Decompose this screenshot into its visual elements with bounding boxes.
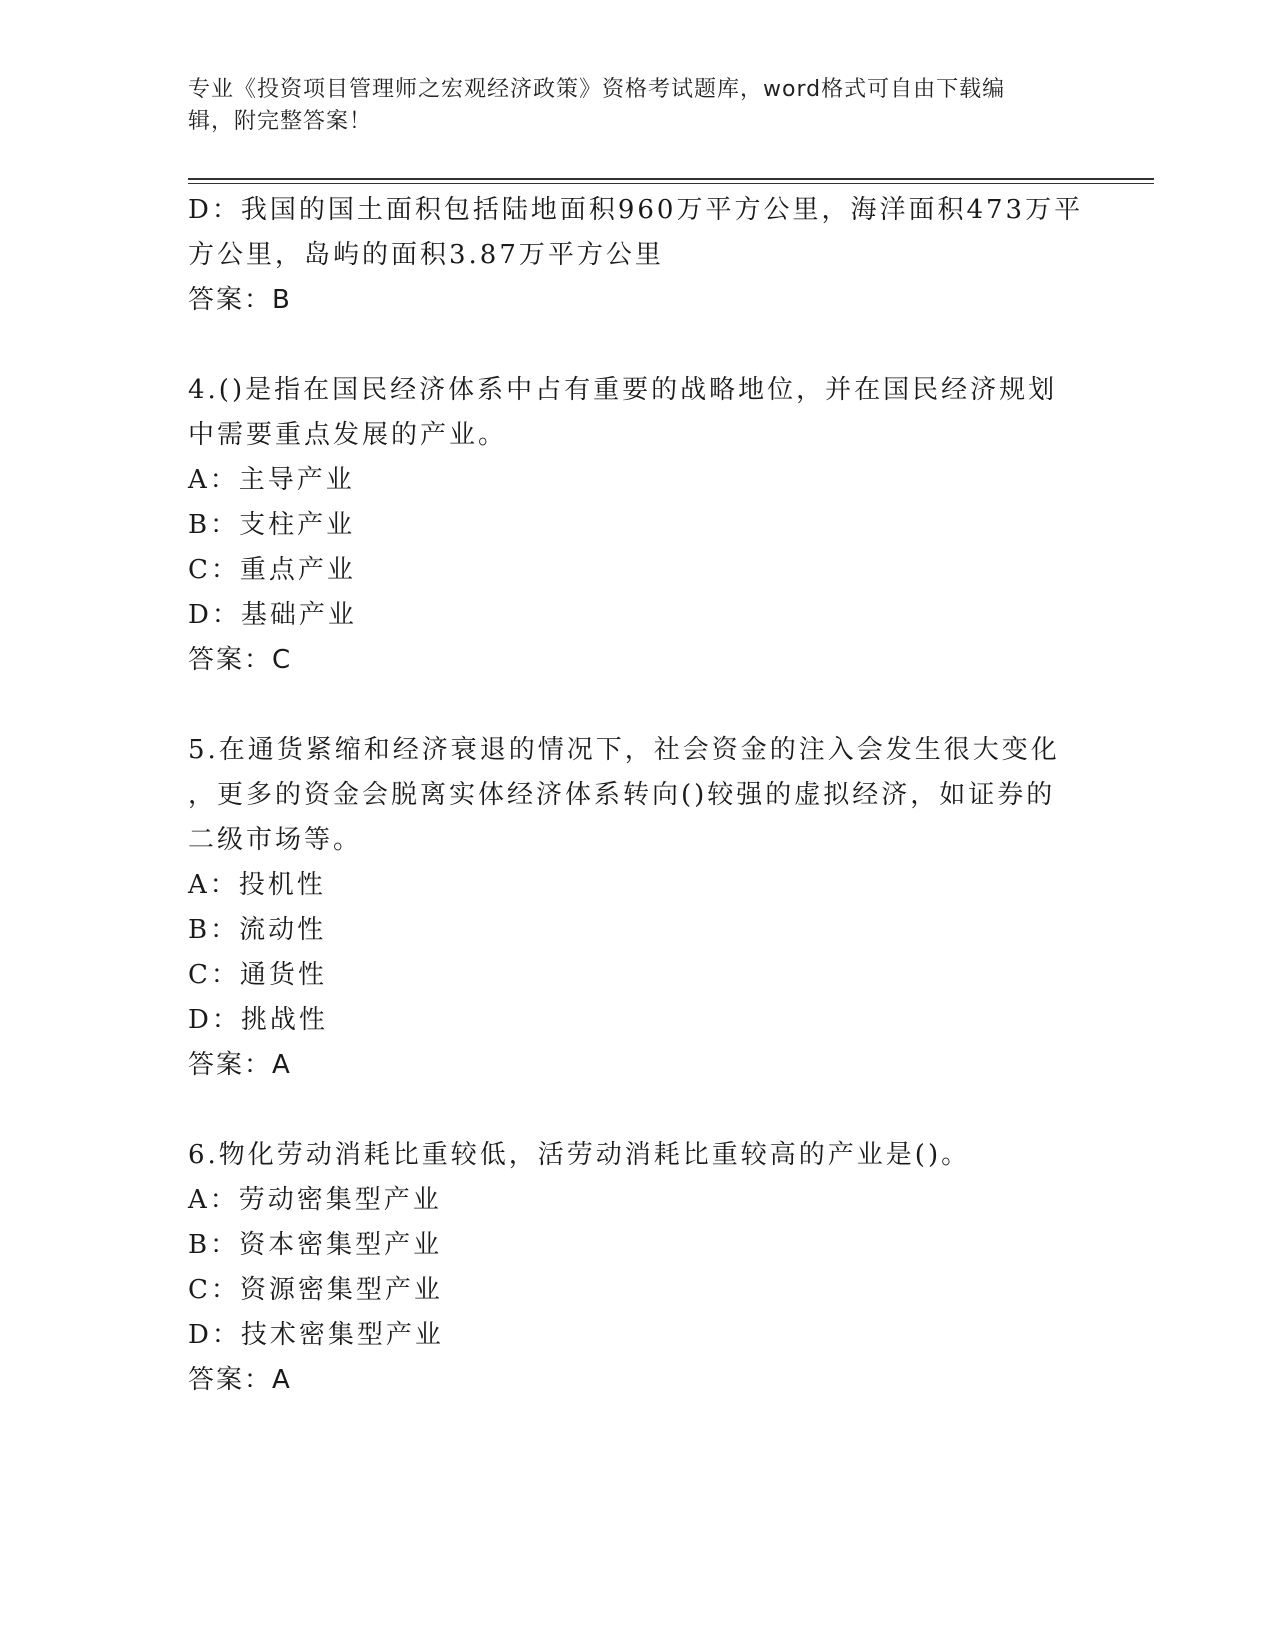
spacer xyxy=(188,323,1088,368)
option-d-continued: 方公里，岛屿的面积3.87万平方公里 xyxy=(188,240,664,270)
question-6 xyxy=(188,1133,1088,1403)
option-d: D：技术密集型产业 xyxy=(188,1320,444,1350)
spacer xyxy=(188,1088,1088,1133)
option-a: A：投机性 xyxy=(188,870,326,900)
option-d: D：挑战性 xyxy=(188,1005,328,1035)
option-a: A：主导产业 xyxy=(188,465,355,495)
question-content xyxy=(188,188,1088,1403)
option-b: B：资本密集型产业 xyxy=(188,1230,443,1260)
answer: 答案：A xyxy=(188,1365,292,1395)
question-3-tail xyxy=(188,188,1088,323)
question-stem: 4.()是指在国民经济体系中占有重要的战略地位，并在国民经济规划 xyxy=(188,375,1058,405)
header-divider-thin xyxy=(188,183,1154,184)
option-b: B：流动性 xyxy=(188,915,327,945)
header-divider-thick xyxy=(188,178,1154,180)
header-line-1: 专业《投资项目管理师之宏观经济政策》资格考试题库，word格式可自由下载编 xyxy=(188,77,1006,102)
question-stem: 6.物化劳动消耗比重较低，活劳动消耗比重较高的产业是()。 xyxy=(188,1140,971,1170)
document-header xyxy=(188,74,1088,138)
option-b: B：支柱产业 xyxy=(188,510,356,540)
answer: 答案：A xyxy=(188,1050,292,1080)
answer: 答案：C xyxy=(188,645,293,675)
option-d: D：基础产业 xyxy=(188,600,357,630)
question-4 xyxy=(188,368,1088,683)
option-c: C：重点产业 xyxy=(188,555,356,585)
answer: 答案：B xyxy=(188,285,292,315)
option-a: A：劳动密集型产业 xyxy=(188,1185,442,1215)
question-stem-continued: ，更多的资金会脱离实体经济体系转向()较强的虚拟经济，如证券的 xyxy=(188,780,1056,810)
question-stem-continued: 中需要重点发展的产业。 xyxy=(188,420,508,450)
option-c: C：资源密集型产业 xyxy=(188,1275,443,1305)
spacer xyxy=(188,683,1088,728)
question-stem-continued: 二级市场等。 xyxy=(188,825,363,855)
option-c: C：通货性 xyxy=(188,960,327,990)
question-5 xyxy=(188,728,1088,1088)
question-stem: 5.在通货紧缩和经济衰退的情况下，社会资金的注入会发生很大变化 xyxy=(188,735,1060,765)
header-line-2: 辑，附完整答案！ xyxy=(188,109,373,134)
option-d: D：我国的国土面积包括陆地面积960万平方公里，海洋面积473万平 xyxy=(188,195,1084,225)
